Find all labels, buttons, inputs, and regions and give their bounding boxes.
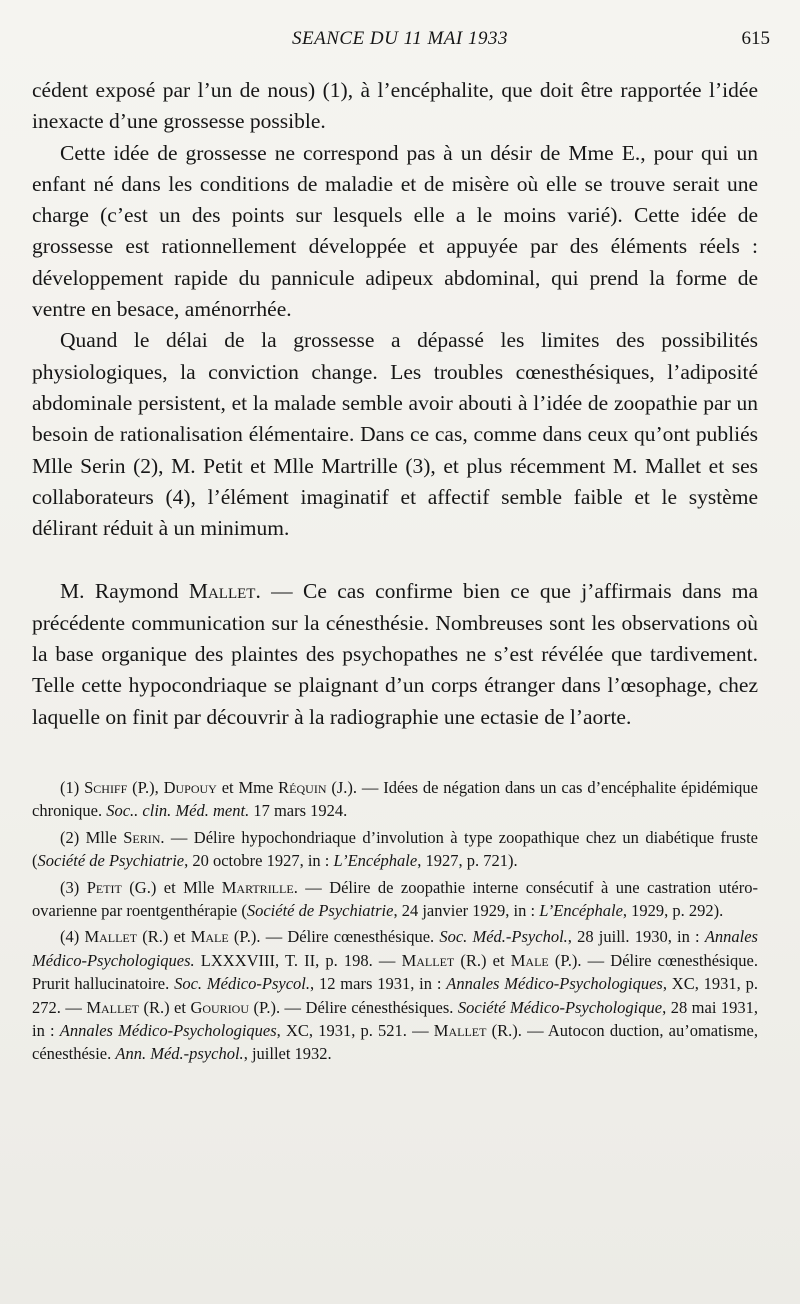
running-header [0, 28, 800, 58]
paragraph-1: cédent exposé par l’un de nous) (1), à l’encéphalite, que doit être rapportée l’idée inexacte d’une grossesse possible. [32, 78, 758, 134]
footnote-1: (1) Schiff (P.), Dupouy et Mme Réquin (J.). — Idées de négation dans un cas d’encéphalite épidémique chronique. Soc.. clin. Méd. ment. 17 mars 1924. [32, 778, 758, 821]
footnote-2: (2) Mlle Serin. — Délire hypochondriaque d’involution à type zoopathique chez un diabétique fruste (Société de Psychiatrie, 20 octobre 1927, in : L’Encéphale, 1927, p. 721). [32, 827, 758, 871]
mallet-name: Mallet [188, 579, 256, 604]
paragraph-3: Quand le délai de la grossesse a dépassé les limites des possibilités physiologiques, la conviction change. Les troubles cœnesthésiques, l’adiposité abdominale persistent, et la malade semble avoir abouti à l’idée de zoopathie par un besoin de rationalisation élémentaire. Dans ce cas, comme dans ceux qu’ont publiés Mlle Serin (2), M. Petit et Mlle Martrille (3), et plus récemment M. Mallet et ses collaborateurs (4), l’élément imaginatif et affectif semble faible et le système délirant réduit à un minimum. [32, 328, 758, 541]
body-text [32, 75, 758, 733]
footnotes [32, 776, 758, 1069]
mallet-intervention [32, 576, 758, 732]
mallet-text: . — Ce cas confirme bien ce que j’affirmais dans ma précédente communication sur la cénesthésie. Nombreuses sont les observations où la base organique des plaintes des psychopathes ne s’est révélée que tardivement. Telle cette hypocondriaque se plaignant d’un corps étranger dans l’œsophage, chez laquelle on finit par découvrir à la radiographie une ectasie de l’aorte. [32, 579, 758, 729]
footnote-3: (3) Petit (G.) et Mlle Martrille. — Délire de zoopathie interne consécutif à une castration utéro-ovarienne par roentgenthérapie (Société de Psychiatrie, 24 janvier 1929, in : L’Encéphale, 1929, p. 292). [32, 877, 758, 921]
mallet-prefix: M. Raymond [60, 579, 189, 604]
footnote-4: (4) Mallet (R.) et Male (P.). — Délire cœnesthésique. Soc. Méd.-Psychol., 28 juill. 1930, in : Annales Médico-Psychologiques. LXXXVIII, T. II, p. 198. — Mallet (R.) et Male (P.). — Délire cœnesthésique. Prurit hallucinatoire. Soc. Médico-Psycol., 12 mars 1931, in : Annales Médico-Psychologiques, XC, 1931, p. 272. — Mallet (R.) et Gouriou (P.). — Délire cénesthésiques. Société Médico-Psychologique, 28 mai 1931, in : Annales Médico-Psychologiques, XC, 1931, p. 521. — Mallet (R.). — Autocon duction, au’omatisme, cénesthésie. Ann. Méd.-psychol., juillet 1932. [32, 927, 759, 1064]
page-number: 615 [741, 28, 770, 49]
header-title: SEANCE DU 11 MAI 1933 [292, 28, 508, 49]
paragraph-2: Cette idée de grossesse ne correspond pas à un désir de Mme E., pour qui un enfant né dans les conditions de maladie et de misère où elle se trouve serait une charge (c’est un des points sur lesquels elle a le moins varié). Cette idée de grossesse est rationnellement développée et appuyée par des éléments réels : développement rapide du pannicule adipeux abdominal, qui prend la forme de ventre en besace, aménorrhée. [32, 140, 758, 322]
